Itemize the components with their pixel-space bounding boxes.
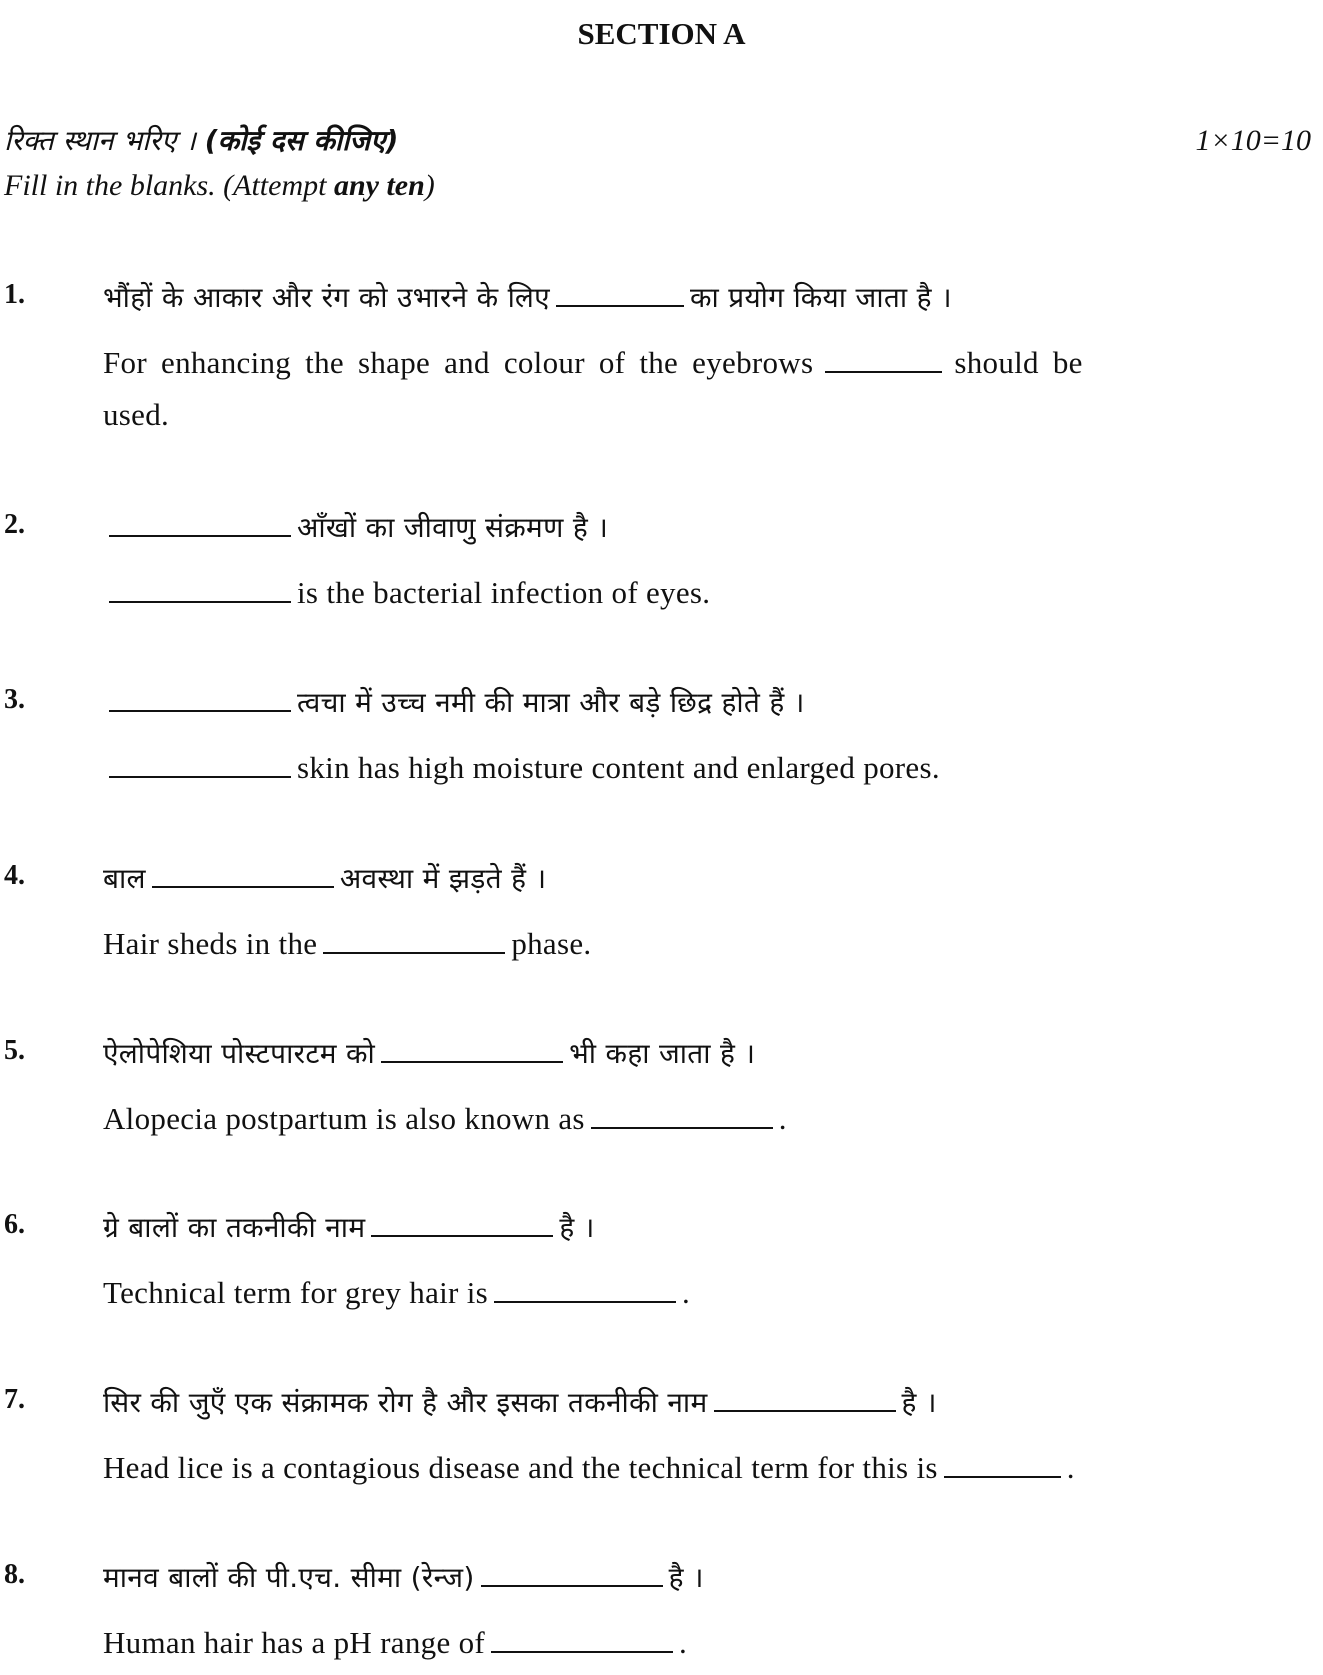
question-hindi [103, 275, 952, 318]
english-text-before: Hair sheds in the [103, 926, 318, 961]
question-hindi [103, 505, 608, 548]
instructions-english-end: ) [424, 169, 435, 202]
english-text-before: Head lice is a contagious disease and the technical term for this is [103, 1450, 938, 1485]
english-text-after: phase. [511, 926, 592, 961]
question-english [103, 922, 591, 964]
english-text-after: . [682, 1275, 691, 1310]
question-hindi [103, 856, 546, 899]
hindi-text-after: है । [901, 1386, 937, 1419]
blank-hindi [109, 505, 291, 537]
question-hindi [103, 1555, 704, 1598]
english-text-before: For enhancing the shape and colour of the eyebrows [103, 345, 814, 380]
marks-allocation: 1×10=10 [1195, 124, 1311, 157]
question-number: 4. [4, 860, 25, 891]
english-text-after: . [1066, 1450, 1075, 1485]
question-number: 7. [4, 1384, 25, 1415]
question-hindi [103, 1031, 755, 1074]
hindi-text-after: भी कहा जाता है । [569, 1037, 756, 1070]
blank-english [109, 746, 291, 778]
english-text-before: Alopecia postpartum is also known as [103, 1101, 585, 1136]
question-number: 8. [4, 1559, 25, 1590]
hindi-text-before: भौंहों के आकार और रंग को उभारने के लिए [103, 281, 550, 314]
question-english [103, 1446, 1075, 1488]
blank-hindi [714, 1380, 896, 1412]
blank-english [825, 341, 942, 373]
hindi-text-after: अवस्था में झड़ते हैं । [339, 862, 547, 895]
english-text-before: Human hair has a pH range of [103, 1625, 485, 1660]
question-hindi [103, 1205, 595, 1248]
question-hindi [103, 680, 805, 723]
blank-hindi [481, 1555, 663, 1587]
question-number: 3. [4, 684, 25, 715]
question-number: 2. [4, 509, 25, 540]
hindi-text-before: ग्रे बालों का तकनीकी नाम [103, 1211, 366, 1244]
instructions-hindi-text: रिक्त स्थान भरिए । [4, 124, 205, 157]
blank-english [944, 1446, 1061, 1478]
blank-english [491, 1621, 673, 1653]
english-text-before: Technical term for grey hair is [103, 1275, 488, 1310]
question-english [103, 571, 710, 613]
question-english [103, 1621, 687, 1663]
question-english [103, 1097, 787, 1139]
hindi-text-after: त्वचा में उच्च नमी की मात्रा और बड़े छिद्र होते हैं । [297, 686, 805, 719]
english-text-after: should be [954, 345, 1083, 380]
question-english-line2: used. [103, 397, 170, 432]
instructions-hindi-bold: (कोई दस कीजिए) [204, 124, 399, 157]
blank-english [109, 571, 291, 603]
instructions-english-bold: any ten [333, 169, 425, 202]
hindi-text-after: है । [668, 1561, 704, 1594]
blank-english [323, 922, 505, 954]
english-text-after: . [778, 1101, 787, 1136]
blank-hindi [152, 856, 334, 888]
blank-hindi [556, 275, 684, 307]
question-hindi [103, 1380, 937, 1423]
hindi-text-after: आँखों का जीवाणु संक्रमण है । [297, 511, 609, 544]
english-text-after: . [679, 1625, 688, 1660]
question-number: 5. [4, 1035, 25, 1066]
blank-english [591, 1097, 773, 1129]
question-number: 6. [4, 1209, 25, 1240]
hindi-text-after: है । [559, 1211, 595, 1244]
english-text-after: skin has high moisture content and enlarged pores. [297, 750, 940, 785]
blank-hindi [381, 1031, 563, 1063]
hindi-text-before: बाल [103, 862, 146, 895]
instructions-hindi [4, 121, 398, 161]
blank-english [494, 1271, 676, 1303]
hindi-text-before: सिर की जुएँ एक संक्रामक रोग है और इसका तकनीकी नाम [103, 1386, 708, 1419]
question-english [103, 1271, 690, 1313]
section-title: SECTION A [577, 16, 746, 51]
instructions-english-text: Fill in the blanks. (Attempt [4, 169, 334, 202]
question-number: 1. [4, 279, 25, 310]
hindi-text-before: मानव बालों की पी.एच. सीमा (रेन्ज) [103, 1561, 475, 1594]
hindi-text-after: का प्रयोग किया जाता है । [689, 281, 952, 314]
english-text-after: is the bacterial infection of eyes. [297, 575, 711, 610]
question-english [103, 746, 940, 788]
hindi-text-before: ऐलोपेशिया पोस्टपारटम को [103, 1037, 376, 1070]
blank-hindi [371, 1205, 553, 1237]
question-english [103, 341, 1083, 383]
blank-hindi [109, 680, 291, 712]
instructions-english [4, 166, 435, 206]
